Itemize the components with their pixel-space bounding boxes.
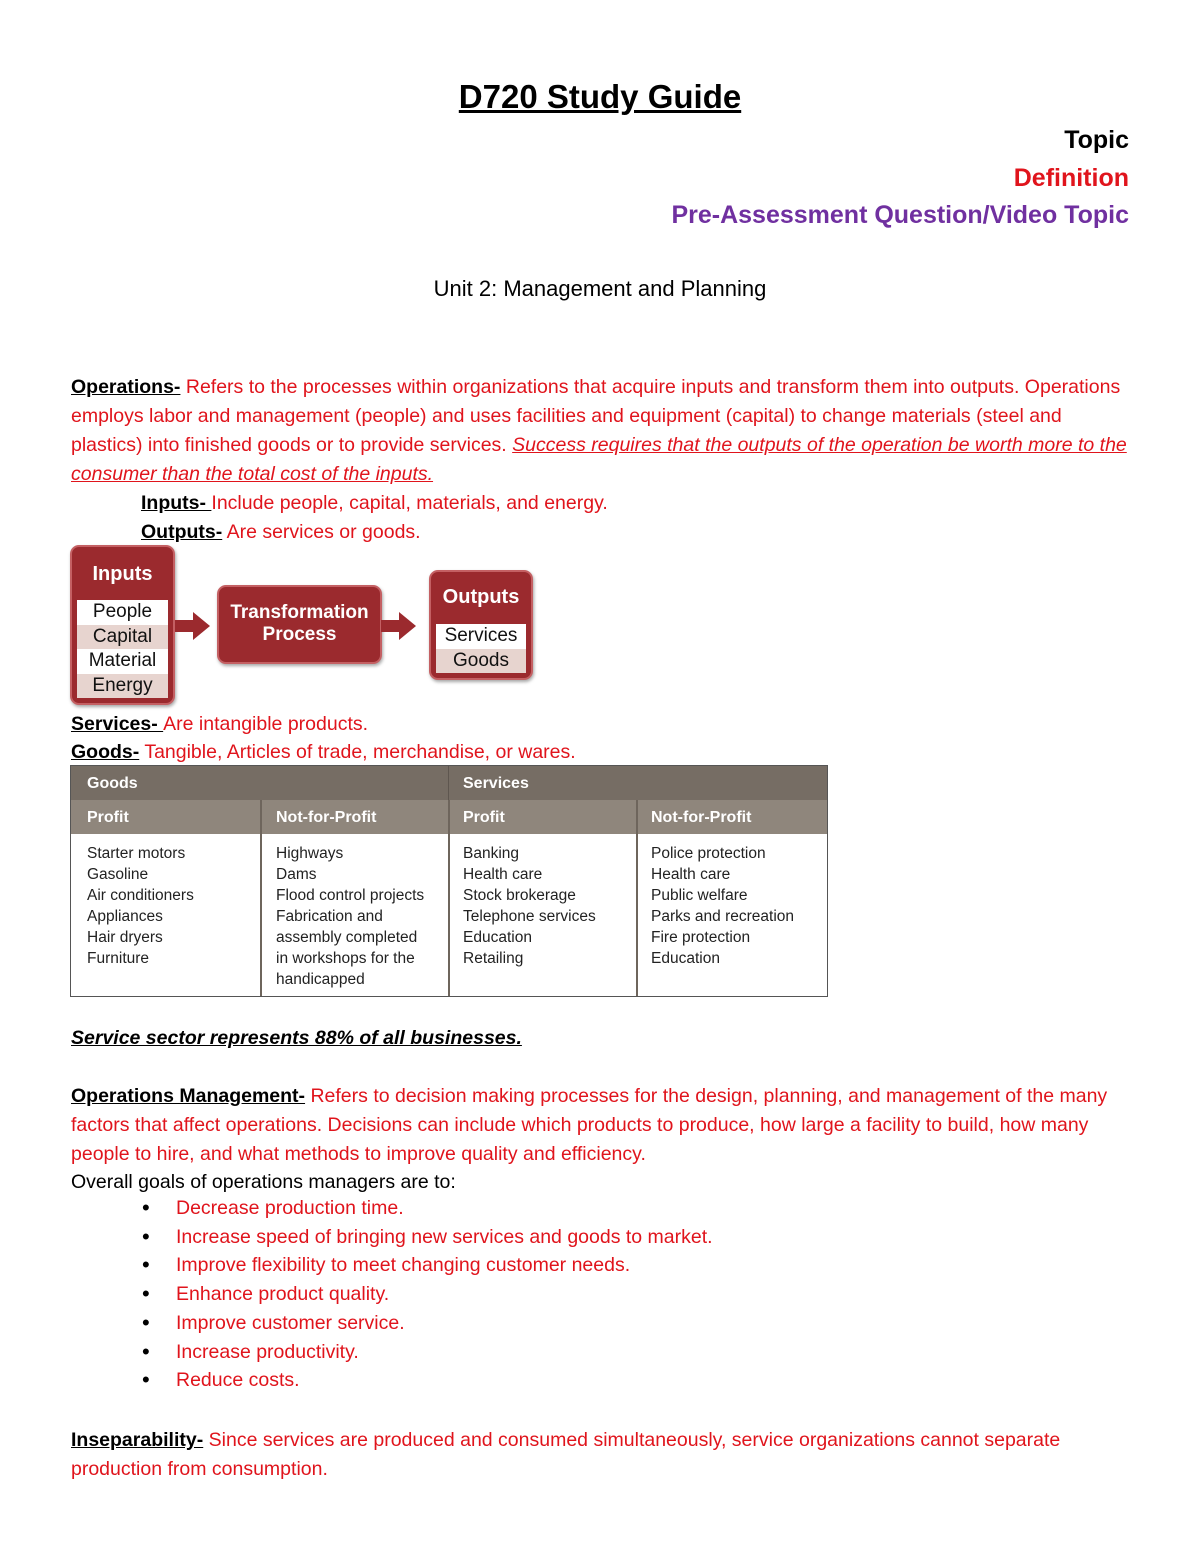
- inputs-box-item: Capital: [77, 625, 168, 650]
- list-item: • Improve customer service.: [176, 1309, 713, 1338]
- table-cell: Education: [463, 929, 532, 946]
- inputs-box-item: People: [77, 600, 168, 625]
- list-item: • Improve flexibility to meet changing customer needs.: [176, 1251, 713, 1280]
- inputs-box: [70, 545, 175, 705]
- inseparability-definition: Since services are produced and consumed simultaneously, service organizations cannot separate production from consumption.: [71, 1429, 1061, 1480]
- outputs-box-item: Goods: [436, 649, 526, 674]
- goals-intro: Overall goals of operations managers are to:: [71, 1171, 456, 1193]
- table-cell: Health care: [463, 866, 543, 883]
- column-header: Not-for-Profit: [276, 809, 377, 826]
- table-cell: Health care: [651, 866, 731, 883]
- column-header: Profit: [463, 809, 505, 826]
- unit-heading: Unit 2: Management and Planning: [433, 276, 767, 301]
- table-column-goods-profit: [87, 843, 194, 969]
- table-cell: Dams: [276, 866, 317, 883]
- column-header: Not-for-Profit: [651, 809, 752, 826]
- table-cell: Hair dryers: [87, 929, 163, 946]
- group-header-goods: Goods: [87, 775, 138, 792]
- outputs-line: [141, 518, 421, 547]
- services-line: [71, 710, 1136, 739]
- table-column-goods-nonprofit: [276, 843, 424, 990]
- legend-topic: Topic: [1064, 126, 1129, 154]
- table-cell: Furniture: [87, 950, 150, 967]
- table-column-services-profit: [463, 843, 596, 969]
- outputs-text: Are services or goods.: [222, 521, 421, 543]
- outputs-term: Outputs-: [141, 521, 223, 543]
- operations-emphasis: Success requires that the outputs of the operation be worth more to the consumer than the total cost of the inputs.: [71, 434, 1127, 485]
- goals-list: [176, 1194, 713, 1395]
- table-group-header-row: [71, 766, 827, 800]
- process-line-2: Process: [262, 624, 337, 645]
- list-item: • Decrease production time.: [176, 1194, 713, 1223]
- inseparability-term: Inseparability-: [71, 1429, 204, 1451]
- table-divider: [448, 800, 450, 996]
- process-line-1: Transformation: [230, 602, 369, 623]
- operations-management-term: Operations Management-: [71, 1085, 306, 1107]
- operations-definition: Refers to the processes within organizations that acquire inputs and transform them into outputs. Operations employs labor and management (people) and uses facilities and equipment (capital) to change materials (steel and plastics) into finished goods or to provide services.: [71, 376, 1121, 456]
- list-item: • Reduce costs.: [176, 1366, 713, 1395]
- table-cell: Education: [651, 950, 720, 967]
- inputs-box-item: Material: [77, 649, 168, 674]
- operations-diagram: [70, 545, 540, 707]
- transformation-process-box: [217, 585, 382, 664]
- table-cell: Air conditioners: [87, 887, 194, 904]
- table-divider: [636, 800, 638, 996]
- goods-term: Goods-: [71, 741, 140, 763]
- list-item: • Increase speed of bringing new services and goods to market.: [176, 1223, 713, 1252]
- table-cell: Flood control projects: [276, 887, 425, 904]
- table-cell: Fabrication and: [276, 908, 383, 925]
- inputs-box-item: Energy: [77, 674, 168, 699]
- operations-paragraph: [71, 373, 1136, 489]
- inputs-box-header: Inputs: [92, 563, 153, 585]
- table-cell: Highways: [276, 845, 344, 862]
- column-header: Profit: [87, 809, 129, 826]
- table-cell: Telephone services: [463, 908, 596, 925]
- goods-line: [71, 738, 1136, 767]
- table-cell: Parks and recreation: [651, 908, 795, 925]
- outputs-box-item: Services: [436, 624, 526, 649]
- table-cell: Public welfare: [651, 887, 748, 904]
- operations-term: Operations-: [71, 376, 181, 398]
- table-cell: Police protection: [651, 845, 766, 862]
- service-sector-note: Service sector represents 88% of all businesses.: [71, 1027, 522, 1049]
- goods-text: Tangible, Articles of trade, merchandise, or wares.: [139, 741, 576, 763]
- legend-question: Pre-Assessment Question/Video Topic: [671, 201, 1129, 229]
- inputs-term: Inputs-: [141, 492, 212, 514]
- arrow-right-icon: [175, 611, 211, 641]
- goods-services-table: [70, 765, 828, 997]
- operations-management-paragraph: [71, 1082, 1136, 1169]
- outputs-box-header: Outputs: [442, 586, 520, 608]
- table-cell: Fire protection: [651, 929, 751, 946]
- group-header-services: Services: [463, 775, 529, 792]
- table-cell: Starter motors: [87, 845, 186, 862]
- table-cell: Stock brokerage: [463, 887, 576, 904]
- table-cell: Appliances: [87, 908, 163, 925]
- legend-definition: Definition: [1013, 164, 1129, 192]
- table-cell: handicapped: [276, 971, 365, 988]
- table-cell: in workshops for the: [276, 950, 415, 967]
- list-item: • Increase productivity.: [176, 1338, 713, 1367]
- list-item: • Enhance product quality.: [176, 1280, 713, 1309]
- outputs-box: [429, 570, 533, 680]
- services-term: Services-: [71, 713, 164, 735]
- operations-management-definition: Refers to decision making processes for the design, planning, and management of the many factors that affect operations. Decisions can include which products to produce, how large a facility to build, how many people to hire, and what methods to improve quality and efficiency.: [71, 1085, 1108, 1165]
- page-title: D720 Study Guide: [458, 78, 742, 115]
- table-divider: [260, 800, 262, 996]
- services-text: Are intangible products.: [163, 713, 369, 735]
- arrow-right-icon: [381, 611, 417, 641]
- table-divider: [448, 766, 449, 800]
- inputs-line: [141, 489, 608, 518]
- table-cell: Banking: [463, 845, 520, 862]
- inseparability-paragraph: [71, 1426, 1136, 1484]
- table-cell: assembly completed: [276, 929, 418, 946]
- table-cell: Gasoline: [87, 866, 149, 883]
- table-cell: Retailing: [463, 950, 524, 967]
- table-column-services-nonprofit: [651, 843, 794, 969]
- inputs-text: Include people, capital, materials, and energy.: [211, 492, 608, 514]
